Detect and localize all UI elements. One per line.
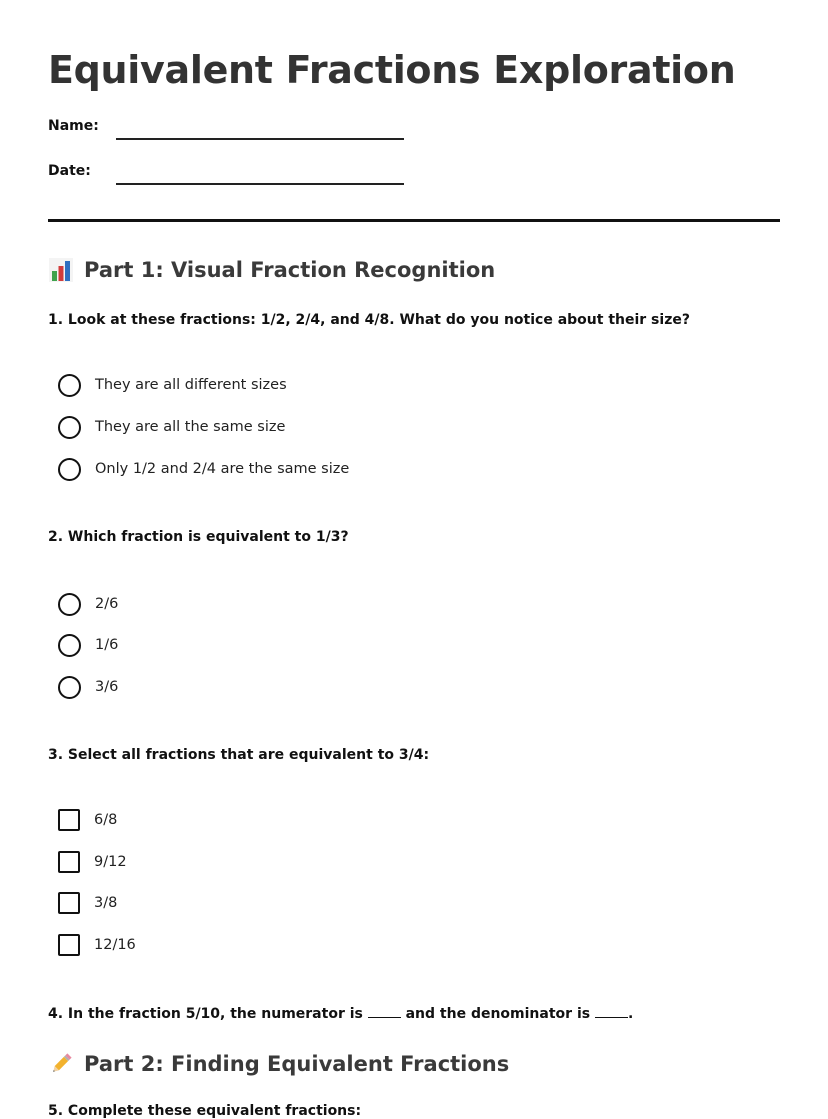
option-label: They are all the same size: [95, 419, 286, 435]
part1-heading-text: Part 1: Visual Fraction Recognition: [84, 258, 496, 282]
q1-option-2[interactable]: [58, 415, 285, 439]
q1-option-1[interactable]: [58, 373, 287, 397]
question-2: 2. Which fraction is equivalent to 1/3?: [48, 529, 349, 545]
option-label: 12/16: [94, 937, 136, 953]
checkbox[interactable]: [58, 851, 80, 873]
page-title: Equivalent Fractions Exploration: [48, 48, 736, 92]
option-label: 6/8: [94, 812, 118, 828]
numerator-blank[interactable]: [368, 1005, 401, 1018]
question-3: 3. Select all fractions that are equivalent to 3/4:: [48, 747, 430, 763]
q3-option-4[interactable]: [58, 933, 136, 957]
q2-option-3[interactable]: [58, 675, 118, 699]
denominator-blank[interactable]: [595, 1005, 628, 1018]
name-input-line[interactable]: [116, 138, 404, 140]
q1-option-3[interactable]: [58, 457, 349, 481]
question-4: [48, 1005, 633, 1022]
option-label: 3/8: [94, 895, 118, 911]
q3-option-3[interactable]: [58, 891, 117, 915]
q3-option-2[interactable]: [58, 850, 127, 874]
option-label: 3/6: [95, 679, 119, 695]
option-label: They are all different sizes: [95, 377, 287, 393]
q3-option-1[interactable]: [58, 808, 117, 832]
radio-button[interactable]: [58, 416, 81, 439]
bar-chart-icon: [48, 257, 74, 283]
date-input-line[interactable]: [116, 183, 404, 185]
radio-button[interactable]: [58, 374, 81, 397]
q2-option-1[interactable]: [58, 592, 118, 616]
option-label: 9/12: [94, 854, 127, 870]
pencil-icon: [48, 1051, 74, 1077]
option-label: Only 1/2 and 2/4 are the same size: [95, 461, 350, 477]
question-4-part-c: .: [627, 1006, 634, 1022]
header-divider: [48, 219, 780, 222]
part1-heading: [48, 257, 495, 283]
checkbox[interactable]: [58, 809, 80, 831]
q2-option-2[interactable]: [58, 633, 118, 657]
part2-heading-text: Part 2: Finding Equivalent Fractions: [84, 1052, 510, 1076]
part2-heading: [48, 1051, 509, 1077]
checkbox[interactable]: [58, 934, 80, 956]
option-label: 1/6: [95, 637, 119, 653]
question-1: 1. Look at these fractions: 1/2, 2/4, and 4/8. What do you notice about their size?: [48, 312, 690, 328]
radio-button[interactable]: [58, 634, 81, 657]
radio-button[interactable]: [58, 676, 81, 699]
date-label: Date:: [48, 163, 91, 179]
name-label: Name:: [48, 118, 99, 134]
question-4-part-a: 4. In the fraction 5/10, the numerator is: [48, 1006, 368, 1022]
radio-button[interactable]: [58, 458, 81, 481]
option-label: 2/6: [95, 596, 119, 612]
radio-button[interactable]: [58, 593, 81, 616]
date-field-row: [48, 163, 408, 189]
name-field-row: [48, 118, 408, 144]
question-4-part-b: and the denominator is: [400, 1006, 595, 1022]
question-5: 5. Complete these equivalent fractions:: [48, 1103, 362, 1119]
checkbox[interactable]: [58, 892, 80, 914]
